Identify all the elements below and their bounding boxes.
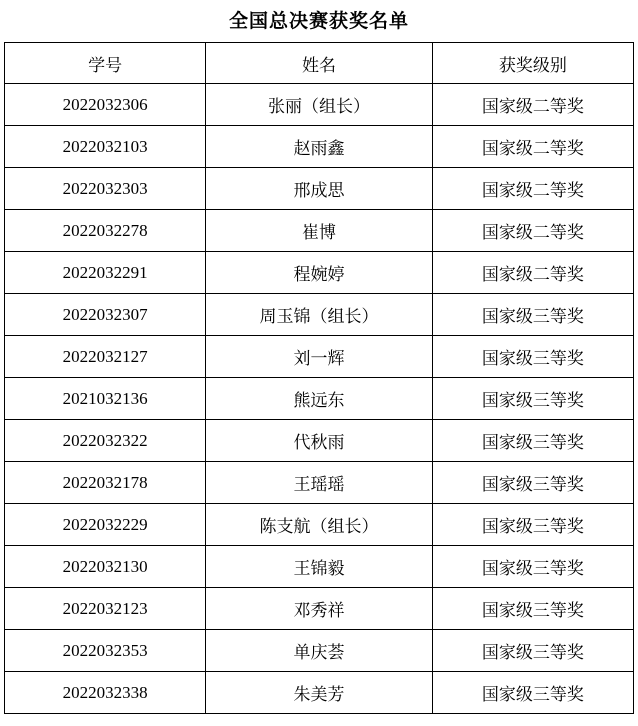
cell-student-id: 2022032306 bbox=[5, 84, 206, 126]
cell-name: 张丽（组长） bbox=[206, 84, 432, 126]
table-body bbox=[5, 84, 634, 714]
cell-student-id: 2022032229 bbox=[5, 504, 206, 546]
cell-award-level: 国家级三等奖 bbox=[432, 588, 633, 630]
cell-student-id: 2022032103 bbox=[5, 126, 206, 168]
cell-award-level: 国家级三等奖 bbox=[432, 420, 633, 462]
cell-student-id: 2021032136 bbox=[5, 378, 206, 420]
table-row bbox=[5, 378, 634, 420]
column-header-award-level: 获奖级别 bbox=[432, 43, 633, 84]
cell-award-level: 国家级三等奖 bbox=[432, 504, 633, 546]
cell-award-level: 国家级三等奖 bbox=[432, 630, 633, 672]
cell-student-id: 2022032278 bbox=[5, 210, 206, 252]
table-row bbox=[5, 294, 634, 336]
cell-award-level: 国家级二等奖 bbox=[432, 84, 633, 126]
table-row bbox=[5, 336, 634, 378]
page-title: 全国总决赛获奖名单 bbox=[228, 11, 409, 32]
table-row bbox=[5, 168, 634, 210]
cell-name: 王锦毅 bbox=[206, 546, 432, 588]
cell-award-level: 国家级二等奖 bbox=[432, 168, 633, 210]
cell-award-level: 国家级三等奖 bbox=[432, 378, 633, 420]
cell-name: 程婉婷 bbox=[206, 252, 432, 294]
cell-student-id: 2022032130 bbox=[5, 546, 206, 588]
cell-name: 周玉锦（组长） bbox=[206, 294, 432, 336]
table-row bbox=[5, 126, 634, 168]
cell-name: 熊远东 bbox=[206, 378, 432, 420]
table-row bbox=[5, 210, 634, 252]
cell-name: 刘一辉 bbox=[206, 336, 432, 378]
table-row bbox=[5, 546, 634, 588]
cell-award-level: 国家级三等奖 bbox=[432, 462, 633, 504]
cell-award-level: 国家级二等奖 bbox=[432, 126, 633, 168]
table-row bbox=[5, 252, 634, 294]
cell-award-level: 国家级二等奖 bbox=[432, 252, 633, 294]
cell-name: 朱美芳 bbox=[206, 672, 432, 714]
cell-name: 邢成思 bbox=[206, 168, 432, 210]
cell-student-id: 2022032178 bbox=[5, 462, 206, 504]
cell-name: 代秋雨 bbox=[206, 420, 432, 462]
cell-award-level: 国家级三等奖 bbox=[432, 294, 633, 336]
cell-award-level: 国家级三等奖 bbox=[432, 546, 633, 588]
cell-student-id: 2022032291 bbox=[5, 252, 206, 294]
cell-award-level: 国家级三等奖 bbox=[432, 336, 633, 378]
table-row bbox=[5, 462, 634, 504]
table-header bbox=[5, 43, 634, 84]
cell-student-id: 2022032123 bbox=[5, 588, 206, 630]
cell-name: 崔博 bbox=[206, 210, 432, 252]
cell-student-id: 2022032322 bbox=[5, 420, 206, 462]
table-row bbox=[5, 588, 634, 630]
award-list-table bbox=[4, 42, 634, 714]
column-header-name: 姓名 bbox=[206, 43, 432, 84]
cell-student-id: 2022032338 bbox=[5, 672, 206, 714]
table-row bbox=[5, 630, 634, 672]
table-header-row bbox=[5, 43, 634, 84]
cell-name: 陈支航（组长） bbox=[206, 504, 432, 546]
cell-name: 王瑶瑶 bbox=[206, 462, 432, 504]
cell-award-level: 国家级三等奖 bbox=[432, 672, 633, 714]
cell-award-level: 国家级二等奖 bbox=[432, 210, 633, 252]
cell-student-id: 2022032303 bbox=[5, 168, 206, 210]
cell-student-id: 2022032353 bbox=[5, 630, 206, 672]
table-row bbox=[5, 420, 634, 462]
cell-student-id: 2022032307 bbox=[5, 294, 206, 336]
cell-name: 赵雨鑫 bbox=[206, 126, 432, 168]
cell-name: 邓秀祥 bbox=[206, 588, 432, 630]
cell-name: 单庆荟 bbox=[206, 630, 432, 672]
table-row bbox=[5, 672, 634, 714]
cell-student-id: 2022032127 bbox=[5, 336, 206, 378]
column-header-student-id: 学号 bbox=[5, 43, 206, 84]
table-row bbox=[5, 84, 634, 126]
table-row bbox=[5, 504, 634, 546]
